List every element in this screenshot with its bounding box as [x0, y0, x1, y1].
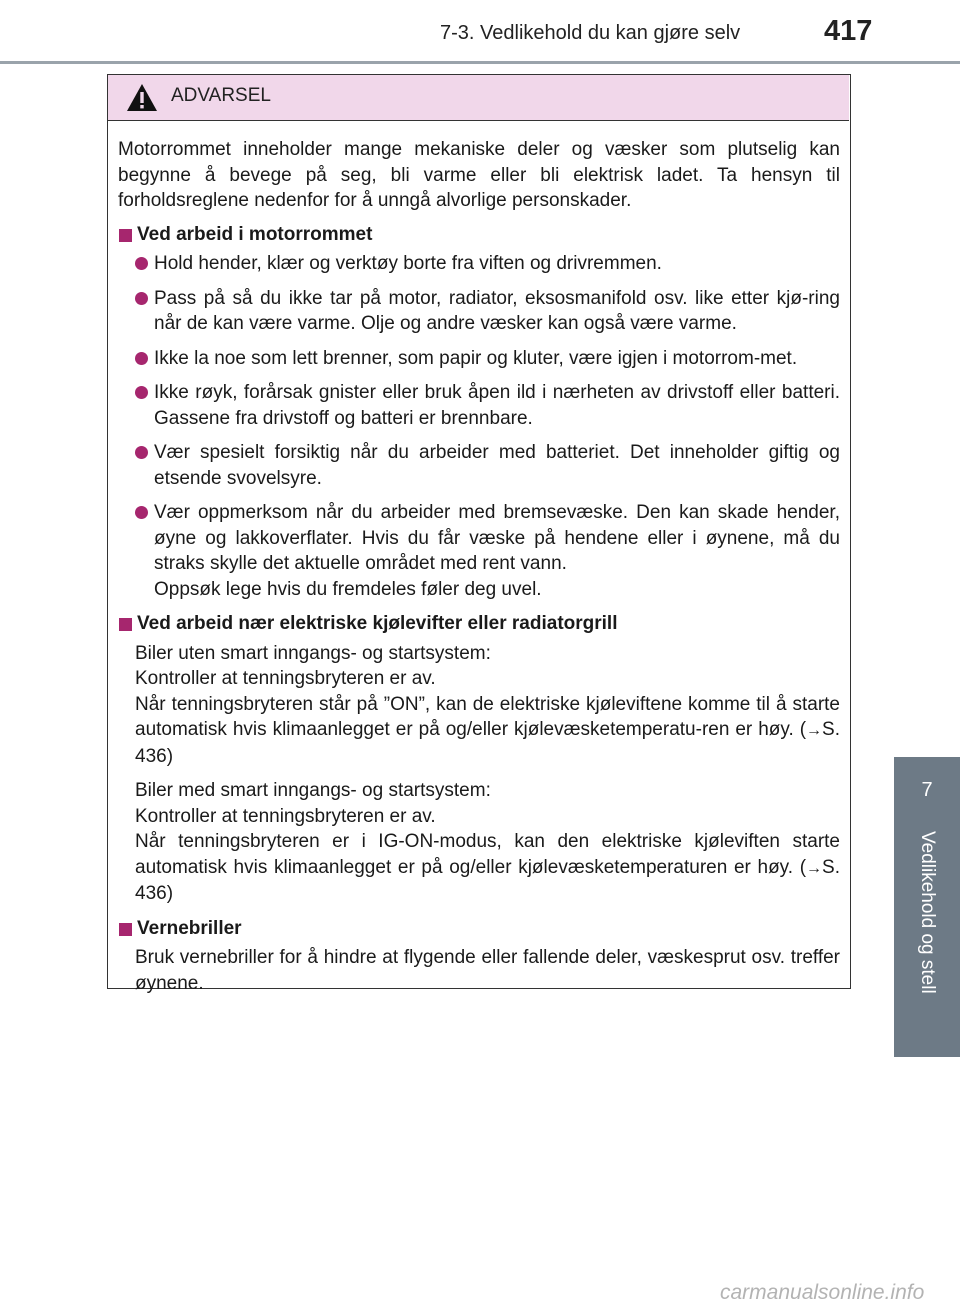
round-bullet-icon — [135, 292, 148, 305]
square-bullet-icon — [119, 618, 132, 631]
round-bullet-icon — [135, 506, 148, 519]
bullet-text: Vær oppmerksom når du arbeider med bremsevæske. Den kan skade hender, øyne og lakkoverflater. Hvis du får væske på hendene eller i øynene, må du straks skylle det aktuelle området med rent vann. — [154, 502, 840, 574]
paragraph-line — [135, 692, 840, 770]
paragraph-text: Når tenningsbryteren er i IG-ON-modus, kan den elektriske kjøleviften starte automatisk hvis klimaanlegget er på og/eller kjølevæsketemperaturen er høy. ( — [135, 831, 840, 878]
section-heading-text: Ved arbeid i motorrommet — [137, 223, 373, 245]
section-heading-engine-room — [118, 222, 840, 248]
section-title: 7-3. Vedlikehold du kan gjøre selv — [440, 22, 741, 44]
chapter-number: 7 — [921, 779, 933, 801]
paragraph-line: Kontroller at tenningsbryteren er av. — [135, 668, 436, 689]
warning-box — [107, 74, 851, 994]
warning-triangle-icon — [126, 83, 158, 117]
arrow-right-icon: → — [806, 859, 823, 877]
bullet-item — [118, 286, 840, 337]
paragraph-goggles — [118, 945, 840, 996]
round-bullet-icon — [135, 386, 148, 399]
bullet-text: Ikke røyk, forårsak gnister eller bruk åpen ild i nærheten av drivstoff eller batteri. Gassene fra drivstoff og batteri er brennbare. — [154, 382, 840, 429]
bullet-text: Oppsøk lege hvis du fremdeles føler deg uvel. — [154, 578, 542, 600]
paragraph-line: Biler med smart inngangs- og startsystem: — [135, 780, 491, 801]
square-bullet-icon — [119, 923, 132, 936]
paragraph-line: Bruk vernebriller for å hindre at flygende eller fallende deler, væskesprut osv. treffer øynene. — [135, 947, 840, 994]
bullet-item — [118, 500, 840, 602]
warning-header — [108, 75, 849, 121]
bullet-item — [118, 440, 840, 491]
page-reference-link[interactable]: S. 436) — [135, 856, 840, 904]
watermark: carmanualsonline.info — [720, 1281, 925, 1304]
section-heading-text: Ved arbeid nær elektriske kjølevifter eller radiatorgrill — [137, 613, 618, 634]
bullet-text: Hold hender, klær og verktøy borte fra viften og drivremmen. — [154, 253, 662, 274]
square-bullet-icon — [119, 229, 132, 242]
page-reference-link[interactable]: S. 436) — [135, 719, 840, 767]
bullet-item — [118, 346, 840, 372]
warning-body — [118, 137, 840, 1005]
paragraph-line: Kontroller at tenningsbryteren er av. — [135, 805, 436, 827]
header-rule — [0, 61, 960, 64]
chapter-label: Vedlikehold og stell — [917, 831, 938, 994]
paragraph-with-smart-entry — [118, 778, 840, 907]
bullet-text: Vær spesielt forsiktig når du arbeider med batteriet. Det inneholder giftig og etsende svovelsyre. — [154, 442, 840, 489]
bullet-item — [118, 380, 840, 431]
page-number: 417 — [824, 15, 873, 47]
warning-title: ADVARSEL — [171, 85, 271, 106]
paragraph-without-smart-entry — [118, 641, 840, 770]
paragraph-line: Biler uten smart inngangs- og startsystem: — [135, 642, 491, 664]
round-bullet-icon — [135, 352, 148, 365]
arrow-right-icon: → — [806, 722, 823, 739]
warning-intro: Motorrommet inneholder mange mekaniske deler og væsker som plutselig kan begynne å bevege på seg, bli varme eller bli elektrisk ladet. Ta hensyn til forholdsreglene nedenfor for å unngå alvorlige personskader. — [118, 139, 840, 211]
paragraph-text: Når tenningsbryteren står på ”ON”, kan de elektriske kjøleviftene komme til å starte automatisk hvis klimaanlegget er på og/eller kjølevæsketemperatu-ren er høy. ( — [135, 693, 840, 740]
paragraph-line — [135, 829, 840, 907]
bullet-text: Pass på så du ikke tar på motor, radiator, eksosmanifold osv. like etter kjø-ring når de kan være varme. Olje og andre væsker kan også være varme. — [154, 287, 840, 334]
bullet-item — [118, 251, 840, 277]
section-heading-goggles — [118, 916, 840, 942]
section-heading-cooling-fan — [118, 611, 840, 637]
round-bullet-icon — [135, 257, 148, 270]
chapter-side-tab — [894, 757, 960, 1057]
round-bullet-icon — [135, 446, 148, 459]
bullet-text: Ikke la noe som lett brenner, som papir og kluter, være igjen i motorrom-met. — [154, 347, 798, 369]
section-heading-text: Vernebriller — [137, 917, 242, 939]
